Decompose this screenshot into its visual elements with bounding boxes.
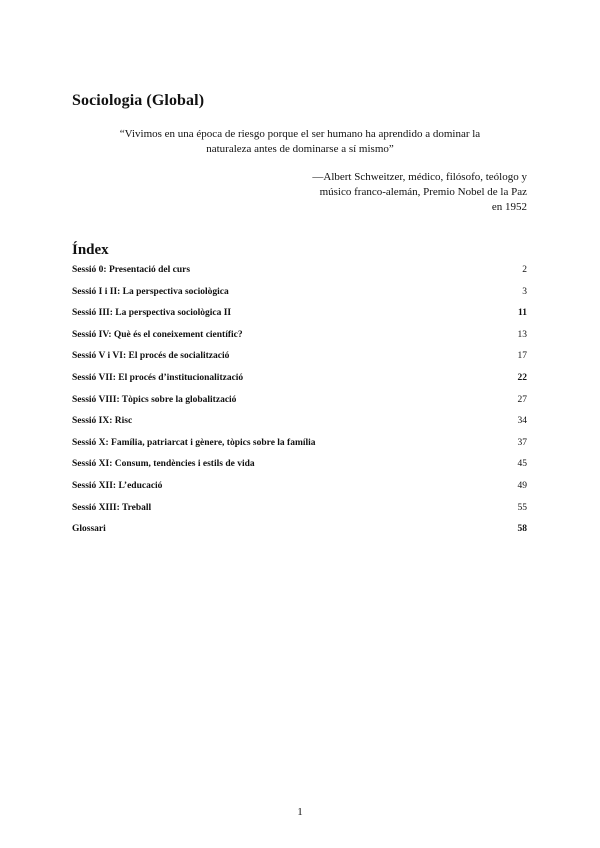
toc-entry[interactable] bbox=[72, 265, 527, 287]
toc-entry[interactable] bbox=[72, 503, 527, 525]
index-heading: Índex bbox=[72, 242, 109, 258]
toc-entry-label[interactable]: Sessió XI: Consum, tendències i estils de vida bbox=[72, 459, 255, 470]
toc-entry-label[interactable]: Sessió X: Família, patriarcat i gènere, tòpics sobre la família bbox=[72, 437, 316, 448]
attribution-line: —Albert Schweitzer, médico, filósofo, teólogo y bbox=[312, 171, 527, 183]
page-number: 1 bbox=[297, 806, 303, 818]
toc-entry[interactable] bbox=[72, 287, 527, 309]
toc-entry-page: 27 bbox=[517, 394, 527, 405]
toc-entry-label[interactable]: Sessió VIII: Tòpics sobre la globalització bbox=[72, 394, 237, 405]
toc-entry-page: 45 bbox=[517, 459, 527, 470]
quote-line: naturaleza antes de dominarse a sí mismo” bbox=[206, 143, 394, 155]
toc-entry-label[interactable]: Sessió V i VI: El procés de socialització bbox=[72, 351, 230, 362]
toc-entry-page: 49 bbox=[517, 480, 527, 491]
attribution-line: músico franco-alemán, Premio Nobel de la Paz bbox=[319, 186, 527, 198]
toc-entry-page: 3 bbox=[522, 286, 527, 297]
toc-entry[interactable] bbox=[72, 438, 527, 460]
toc-entry-page: 22 bbox=[517, 372, 527, 383]
toc-entry-label[interactable]: Sessió 0: Presentació del curs bbox=[72, 265, 191, 275]
toc-entry[interactable] bbox=[72, 351, 527, 373]
toc-entry[interactable] bbox=[72, 308, 527, 330]
toc-entry-label[interactable]: Sessió IV: Què és el coneixement científic? bbox=[72, 329, 243, 340]
document-title: Sociologia (Global) bbox=[72, 92, 205, 109]
toc-entry-label[interactable]: Sessió I i II: La perspectiva sociològica bbox=[72, 286, 229, 297]
toc-entry[interactable] bbox=[72, 395, 527, 417]
toc-entry-page: 17 bbox=[517, 351, 527, 362]
toc-entry-label[interactable]: Sessió XII: L’educació bbox=[72, 480, 163, 491]
table-of-contents bbox=[72, 265, 527, 546]
toc-entry-page: 11 bbox=[518, 308, 527, 319]
toc-entry[interactable] bbox=[72, 416, 527, 438]
quote-line: “Vivimos en una época de riesgo porque el ser humano ha aprendido a dominar la bbox=[119, 128, 481, 140]
toc-entry-label[interactable]: Sessió VII: El procés d’institucionalització bbox=[72, 372, 244, 383]
quote-attribution bbox=[280, 170, 527, 215]
toc-entry-page: 58 bbox=[517, 524, 527, 535]
toc-entry-page: 55 bbox=[517, 502, 527, 513]
toc-entry-page: 13 bbox=[517, 329, 527, 340]
toc-entry-label[interactable]: Glossari bbox=[72, 524, 106, 535]
toc-entry[interactable] bbox=[72, 481, 527, 503]
attribution-line: en 1952 bbox=[491, 201, 527, 213]
toc-entry[interactable] bbox=[72, 524, 527, 546]
toc-entry[interactable] bbox=[72, 459, 527, 481]
toc-entry-page: 34 bbox=[517, 416, 527, 427]
toc-entry[interactable] bbox=[72, 373, 527, 395]
toc-entry-label[interactable]: Sessió IX: Risc bbox=[72, 416, 133, 427]
toc-entry[interactable] bbox=[72, 330, 527, 352]
epigraph-quote bbox=[90, 127, 510, 157]
toc-entry-page: 37 bbox=[517, 437, 527, 448]
toc-entry-page: 2 bbox=[522, 265, 527, 275]
toc-entry-label[interactable]: Sessió XIII: Treball bbox=[72, 502, 152, 513]
toc-entry-label[interactable]: Sessió III: La perspectiva sociològica II bbox=[72, 308, 232, 319]
